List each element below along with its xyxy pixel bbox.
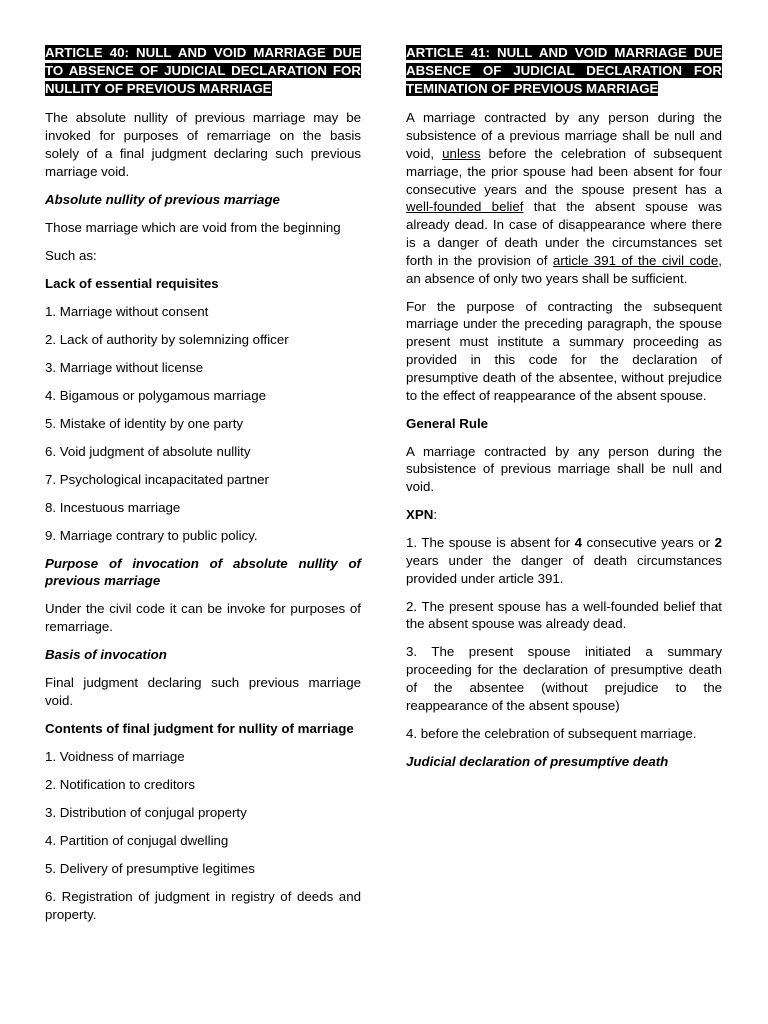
void-from-beginning-text: Those marriage which are void from the beginning bbox=[45, 219, 341, 235]
article-41-paragraph-1: A marriage contracted by any person during the subsistence of a previous marriage shall be null and void, unless before the celebration of subsequent marriage, the prior spouse had been absent for four consecutive years and the spouse present has a well-founded belief that the absent spouse was already dead. In case of disappearance where there is a danger of death under the circumstances set forth in the provision of article 391 of the civil code, an absence of only two years shall be sufficient. bbox=[406, 110, 722, 286]
purpose-text: Under the civil code it can be invoke for purposes of remarriage. bbox=[45, 601, 361, 635]
list-item: 8. Incestuous marriage bbox=[45, 499, 181, 515]
left-column bbox=[45, 44, 361, 934]
exception-item-3: 3. The present spouse initiated a summary proceeding for the declaration of presumptive death of the absentee (without prejudice to the reappearance of the absent spouse) bbox=[406, 644, 722, 713]
such-as-text: Such as: bbox=[45, 247, 97, 263]
basis-text: Final judgment declaring such previous marriage void. bbox=[45, 675, 361, 708]
right-column bbox=[406, 44, 722, 781]
well-founded-belief-underlined: well-founded belief bbox=[406, 199, 524, 215]
list-item: 6. Void judgment of absolute nullity bbox=[45, 443, 251, 459]
list-item: 1. Voidness of marriage bbox=[45, 748, 185, 764]
general-rule-heading: General Rule bbox=[406, 415, 489, 431]
article-41-heading: ARTICLE 41: NULL AND VOID MARRIAGE DUE ABSENCE OF JUDICIAL DECLARATION FOR TEMINATION OF PREVIOUS MARRIAGE bbox=[406, 45, 722, 96]
basis-heading: Basis of invocation bbox=[45, 647, 167, 663]
list-item: 5. Delivery of presumptive legitimes bbox=[45, 860, 255, 876]
list-item: 3. Distribution of conjugal property bbox=[45, 804, 247, 820]
exception-item-4: 4. before the celebration of subsequent marriage. bbox=[406, 725, 697, 741]
article-391-reference: article 391 of the civil code bbox=[552, 252, 719, 268]
purpose-heading: Purpose of invocation of absolute nullity of previous marriage bbox=[45, 555, 361, 589]
judicial-declaration-heading: Judicial declaration of presumptive death bbox=[406, 753, 669, 769]
article-41-paragraph-2: For the purpose of contracting the subsequent marriage under the preceding paragraph, the spouse present must institute a summary proceeding as provided in this code for the declaration of presumptive death of the absentee, without prejudice to the effect of reappearance of the absent spouse. bbox=[406, 298, 722, 403]
list-item: 2. Notification to creditors bbox=[45, 776, 196, 792]
exception-item-2: 2. The present spouse has a well-founded belief that the absent spouse was already dead. bbox=[406, 598, 722, 632]
list-item: 1. Marriage without consent bbox=[45, 303, 209, 319]
exception-item-1: 1. The spouse is absent for 4 consecutive years or 2 years under the danger of death circumstances provided under article 391. bbox=[406, 535, 722, 586]
list-item: 7. Psychological incapacitated partner bbox=[45, 471, 269, 487]
contents-heading: Contents of final judgment for nullity of marriage bbox=[45, 720, 354, 736]
absolute-nullity-heading: Absolute nullity of previous marriage bbox=[45, 191, 280, 207]
general-rule-text: A marriage contracted by any person during the subsistence of previous marriage shall be null and void. bbox=[406, 443, 722, 495]
list-item: 5. Mistake of identity by one party bbox=[45, 415, 244, 431]
list-item: 4. Partition of conjugal dwelling bbox=[45, 832, 229, 848]
unless-underlined: unless bbox=[442, 145, 481, 161]
list-item: 6. Registration of judgment in registry of deeds and property. bbox=[45, 888, 361, 922]
xpn-heading: XPN: bbox=[406, 507, 438, 523]
list-item: 2. Lack of authority by solemnizing officer bbox=[45, 331, 289, 347]
list-item: 4. Bigamous or polygamous marriage bbox=[45, 387, 266, 403]
list-item: 9. Marriage contrary to public policy. bbox=[45, 527, 258, 543]
article-40-intro: The absolute nullity of previous marriage may be invoked for purposes of remarriage on the basis solely of a final judgment declaring such previous marriage void. bbox=[45, 110, 361, 179]
lack-of-requisites-heading: Lack of essential requisites bbox=[45, 275, 219, 291]
article-40-heading: ARTICLE 40: NULL AND VOID MARRIAGE DUE TO ABSENCE OF JUDICIAL DECLARATION FOR NULLITY OF PREVIOUS MARRIAGE bbox=[45, 45, 361, 96]
list-item: 3. Marriage without license bbox=[45, 359, 204, 375]
